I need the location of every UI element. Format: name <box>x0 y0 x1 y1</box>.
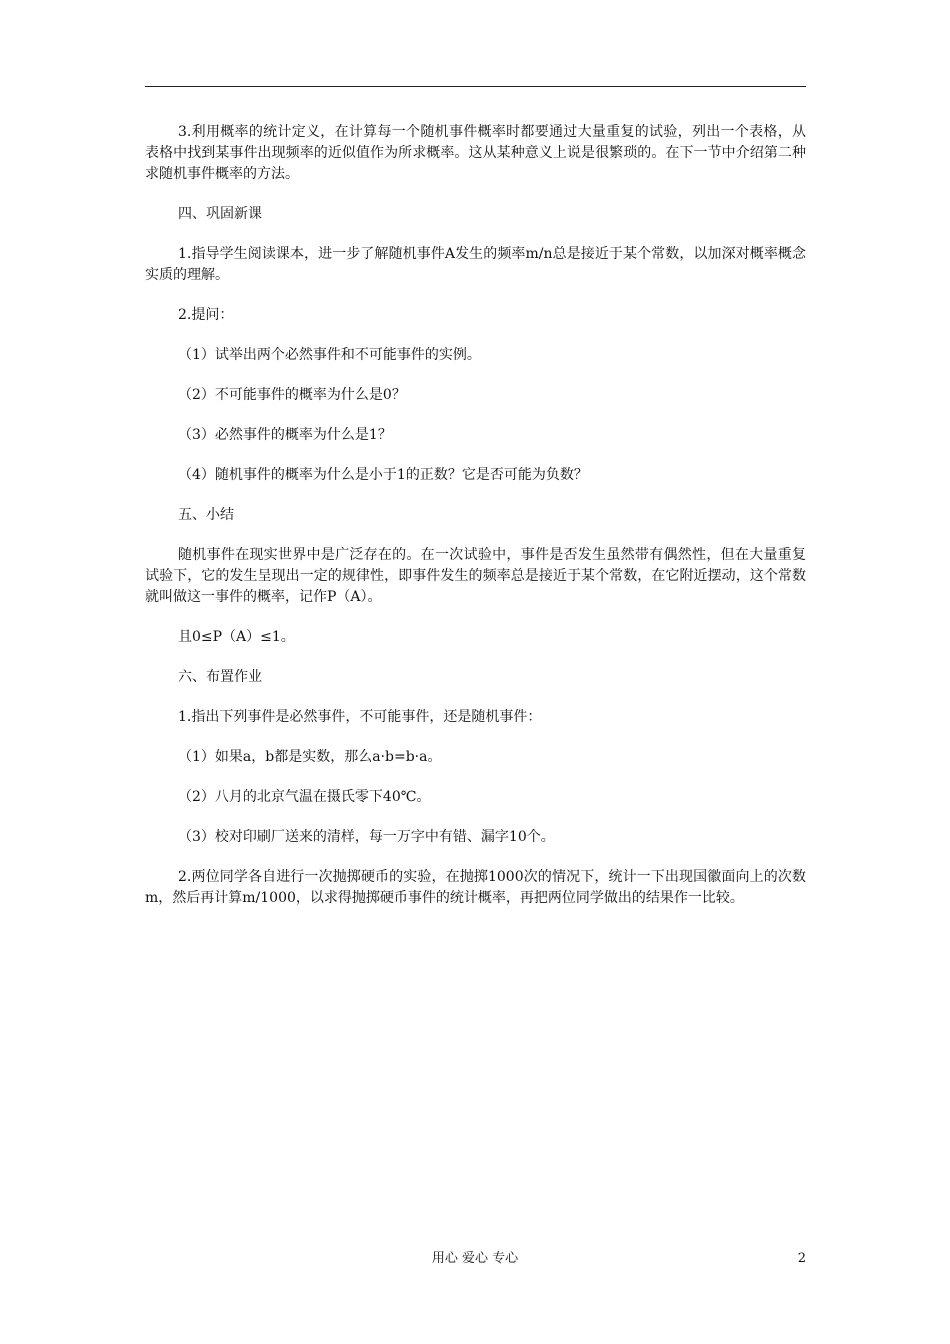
homework-item-1: 1.指出下列事件是必然事件，不可能事件，还是随机事件： <box>178 709 542 725</box>
homework-subitem-1: （1）如果a，b都是实数，那么a·b=b·a。 <box>178 749 442 765</box>
paragraph-questions-intro: 2.提问： <box>178 307 234 323</box>
question-item-1: （1）试举出两个必然事件和不可能事件的实例。 <box>178 347 481 363</box>
paragraph-probability-range: 且0≤P（A）≤1。 <box>178 629 295 645</box>
paragraph-statistical-definition: 3.利用概率的统计定义，在计算每一个随机事件概率时都要通过大量重复的试验，列出一个表格，从表格中找到某事件出现频率的近似值作为所求概率。这从某种意义上说是很繁琐的。在下一节中介绍第二种求随机事件概率的方法。 <box>145 124 806 182</box>
homework-subitem-3: （3）校对印刷厂送来的清样，每一万字中有错、漏字10个。 <box>178 829 555 845</box>
question-item-2: （2）不可能事件的概率为什么是0？ <box>178 387 406 403</box>
homework-subitem-2: （2）八月的北京气温在摄氏零下40℃。 <box>178 789 431 805</box>
page-number: 2 <box>797 1251 806 1266</box>
footer-slogan: 用心 爱心 专心 <box>431 1251 519 1266</box>
paragraph-reading-guidance: 1.指导学生阅读课本，进一步了解随机事件A发生的频率m/n总是接近于某个常数，以加深对概率概念实质的理解。 <box>145 246 806 283</box>
section-heading-homework: 六、布置作业 <box>178 669 262 685</box>
homework-item-2: 2.两位同学各自进行一次抛掷硬币的实验，在抛掷1000次的情况下，统计一下出现国徽面向上的次数m，然后再计算m/1000，以求得抛掷硬币事件的统计概率，再把两位同学做出的结果作一比较。 <box>145 869 806 906</box>
question-item-3: （3）必然事件的概率为什么是1？ <box>178 427 392 443</box>
section-heading-consolidate: 四、巩固新课 <box>178 206 262 222</box>
section-heading-summary: 五、小结 <box>178 507 234 523</box>
paragraph-summary: 随机事件在现实世界中是广泛存在的。在一次试验中，事件是否发生虽然带有偶然性，但在大量重复试验下，它的发生呈现出一定的规律性，即事件发生的频率总是接近于某个常数，在它附近摆动，这个常数就叫做这一事件的概率，记作P（A）。 <box>145 547 806 605</box>
question-item-4: （4）随机事件的概率为什么是小于1的正数？它是否可能为负数？ <box>178 467 588 483</box>
header-rule <box>145 86 806 87</box>
document-body <box>145 122 806 909</box>
